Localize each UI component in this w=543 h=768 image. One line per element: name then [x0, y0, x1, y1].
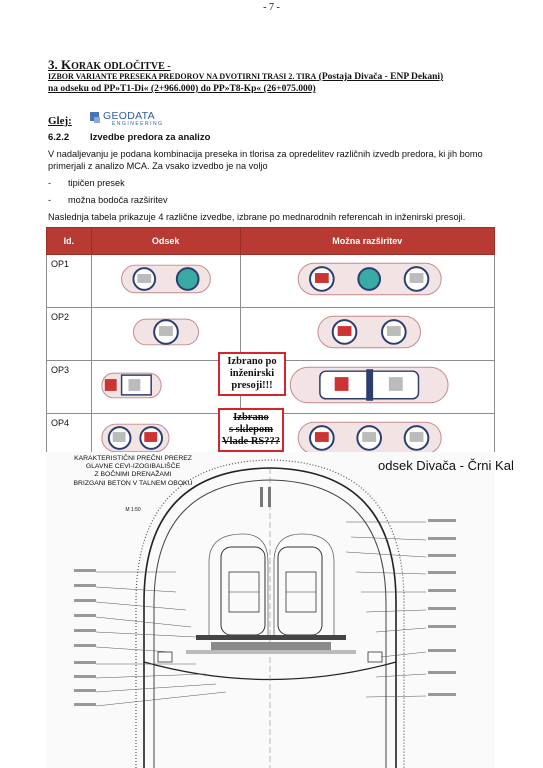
- op2-expansion-diagram: [241, 308, 494, 355]
- caption-line: BRIZGANI BETON V TALNEM OBOKU: [73, 479, 193, 487]
- see-label: Glej:: [48, 115, 72, 127]
- header-section: Odsek: [91, 228, 240, 255]
- logo-name: GEODATA: [103, 110, 155, 122]
- row-id: OP1: [47, 255, 92, 308]
- caption-line: Z BOČNIMI DRENAŽAMI: [94, 471, 172, 479]
- section-cell: [91, 255, 240, 308]
- section-title: Izvedbe predora za analizo: [90, 132, 211, 143]
- government-decision-stamp: [218, 408, 284, 452]
- stamp-line: presoji!!!: [231, 380, 273, 391]
- stamp-line: inženirski: [229, 368, 275, 379]
- bullet-text: možna bodoča razširitev: [68, 195, 168, 205]
- bullet-item: - možna bodoča razširitev: [48, 195, 168, 205]
- row-id: OP3: [47, 361, 92, 414]
- header-expansion: Možna razširitev: [240, 228, 494, 255]
- stamp-line: Izbrano po: [227, 356, 277, 367]
- subtitle-route: (Postaja Divača - ENP Dekani): [316, 72, 444, 82]
- drawing-caption: [48, 455, 218, 488]
- paragraph-intro: V nadaljevanju je podana kombinacija preseka in tlorisa za opredelitev različnih izvedb predora, ki jih bomo primerjali z analizo MCA. Za vsako izvedbo je na voljo: [48, 149, 483, 171]
- logo-tagline: ENGINEERING: [112, 121, 164, 127]
- selected-engineering-stamp: [218, 352, 286, 396]
- table-header-row: [47, 228, 495, 255]
- drawing-section-title: odsek Divača - Črni Kal: [378, 458, 514, 473]
- row-id: OP2: [47, 308, 92, 361]
- stamp-line: Izbrano: [233, 412, 269, 423]
- section-number: 6.2.2: [48, 132, 70, 143]
- row-id: OP4: [47, 414, 92, 467]
- geodata-logo: [90, 110, 164, 128]
- chapter-number: 3.: [48, 57, 58, 72]
- logo-mark-accent-icon: [94, 117, 100, 123]
- chapter-subtitle-1: [48, 72, 443, 82]
- chapter-heading: [48, 57, 171, 73]
- op1-section-diagram: [92, 255, 240, 302]
- bullet-text: tipičen presek: [68, 178, 125, 188]
- paragraph-table-intro: Naslednja tabela prikazuje 4 različne izvedbe, izbrane po mednarodnih referencah in inženirski presoji.: [48, 212, 466, 222]
- tunnel-cross-section-drawing: [46, 452, 495, 768]
- header-id: Id.: [47, 228, 92, 255]
- caption-line: GLAVNE CEVI-IZOGIBALIŠČE: [85, 463, 181, 471]
- bullet-item: - tipičen presek: [48, 178, 125, 188]
- expansion-cell: [240, 255, 494, 308]
- op1-expansion-diagram: [241, 255, 494, 302]
- chapter-title: ORAK ODLOČITVE -: [71, 61, 171, 72]
- chapter-title-initial: K: [61, 57, 72, 72]
- page-number: - 7 -: [263, 2, 280, 13]
- chapter-subtitle-2: na odseku od PP»T1-Di« (2+966.000) do PP»T8-Kp« (26+075.000): [48, 84, 316, 94]
- stamp-line: Vlade RS???: [221, 436, 281, 447]
- caption-line: KARAKTERISTIČNI PREČNI PREREZ: [74, 455, 192, 462]
- drawing-scale: M 1:50: [125, 507, 141, 513]
- stamp-line: s sklepom: [228, 424, 274, 435]
- op2-section-diagram: [92, 308, 240, 355]
- subtitle-smallcaps: IZBOR VARIANTE PRESEKA PREDOROV NA DVOTIRNI TRASI 2. TIRA: [48, 72, 317, 81]
- table-row: [47, 255, 495, 308]
